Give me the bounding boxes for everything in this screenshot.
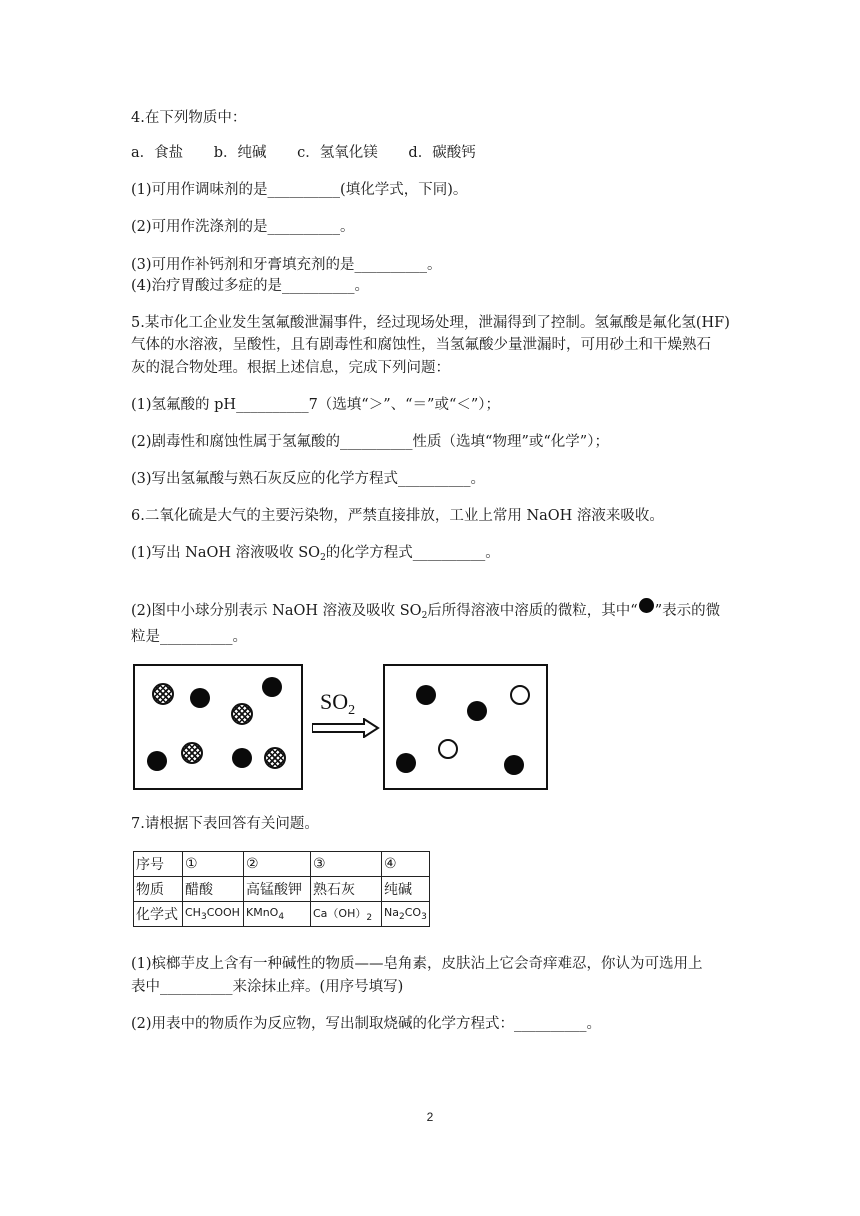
table-cell: 纯碱 — [382, 877, 430, 902]
q6-part-2-text-b: 后所得溶液中溶质的微粒，其中“ — [427, 603, 638, 619]
q6-part-1 — [131, 543, 500, 568]
table-cell: ① — [183, 852, 244, 877]
table-cell: ③ — [311, 852, 382, 877]
table-cell: 熟石灰 — [311, 877, 382, 902]
black-ball-icon — [147, 751, 167, 771]
arrow-label: $SO_2$ — [320, 689, 356, 718]
table-row — [134, 877, 430, 902]
page-number: 2 — [426, 1110, 434, 1124]
hatched-ball-icon — [152, 683, 174, 705]
black-ball-icon — [467, 701, 487, 721]
black-ball-icon — [416, 685, 436, 705]
q4-part-4: (4)治疗胃酸过多症的是__________。 — [131, 278, 370, 294]
reaction-arrow — [312, 690, 380, 740]
q6-part-1-text-b: 的化学方程式__________。 — [325, 545, 500, 561]
black-ball-icon — [396, 753, 416, 773]
q4-option-c: c．氢氧化镁 — [297, 145, 378, 161]
black-ball-icon — [504, 755, 524, 775]
q5-stem-line3: 灰的混合物处理。根据上述信息，完成下列问题： — [131, 360, 450, 376]
q5-stem-line1: 5.某市化工企业发生氢氟酸泄漏事件，经过现场处理，泄漏得到了控制。氢氟酸是氟化氢(HF) — [131, 315, 730, 331]
table-cell: 序号 — [134, 852, 183, 877]
table-cell: 物质 — [134, 877, 183, 902]
q4-part-2: (2)可用作洗涤剂的是__________。 — [131, 219, 355, 235]
black-ball-icon — [232, 748, 252, 768]
table-cell-formula: $Ca(OH)_2$ — [311, 902, 382, 927]
q6-part-2-sub: 2 — [421, 611, 428, 621]
double-arrow-icon — [312, 718, 380, 738]
q6-part-1-sub: 2 — [320, 553, 326, 563]
table-cell: 高锰酸钾 — [244, 877, 311, 902]
table-cell-formula: $Na_2CO_3$ — [382, 902, 430, 927]
q7-part-1-line2: 表中__________来涂抹止痒。(用序号填写) — [131, 979, 404, 995]
q7-stem: 7.请根据下表回答有关问题。 — [131, 816, 319, 832]
q6-part-2 — [131, 598, 720, 626]
q4-option-a: a．食盐 — [131, 145, 184, 161]
hatched-ball-icon — [264, 747, 286, 769]
table-cell: ② — [244, 852, 311, 877]
q5-part-1: (1)氢氟酸的 pH__________7（选填“＞”、“＝”或“＜”）； — [131, 397, 501, 413]
hatched-ball-icon — [231, 703, 253, 725]
q6-part-2-text-c: ”表示的微 — [654, 603, 721, 619]
q6-part-1-text-a: (1)写出 NaOH 溶液吸收 SO — [131, 545, 321, 561]
substance-table — [133, 851, 430, 927]
white-ball-icon — [510, 685, 530, 705]
table-cell-formula: $CH_3COOH$ — [183, 902, 244, 927]
q7-part-2: (2)用表中的物质作为反应物，写出制取烧碱的化学方程式：__________。 — [131, 1016, 602, 1032]
figure-naoh-solution-box — [133, 664, 303, 790]
q7-part-1-line1: (1)槟榔芋皮上含有一种碱性的物质——皂角素，皮肤沾上它会奇痒难忍，你认为可选用上 — [131, 956, 703, 972]
black-ball-icon — [639, 598, 654, 613]
table-cell: 醋酸 — [183, 877, 244, 902]
q4-option-b: b．纯碱 — [213, 145, 267, 161]
table-cell: 化学式 — [134, 902, 183, 927]
black-ball-icon — [262, 677, 282, 697]
q5-part-2: (2)剧毒性和腐蚀性属于氢氟酸的__________性质（选填“物理”或“化学”）； — [131, 434, 609, 450]
q5-stem-line2: 气体的水溶液，呈酸性，且有剧毒性和腐蚀性，当氢氟酸少量泄漏时，可用砂土和干燥熟石 — [131, 337, 711, 353]
q6-stem: 6.二氧化硫是大气的主要污染物，严禁直接排放，工业上常用 NaOH 溶液来吸收。 — [131, 508, 664, 524]
q4-options — [131, 143, 502, 163]
table-cell-formula: KMnO$_4$ — [244, 902, 311, 927]
q4-part-3: (3)可用作补钙剂和牙膏填充剂的是__________。 — [131, 257, 442, 273]
white-ball-icon — [438, 739, 458, 759]
table-cell: ④ — [382, 852, 430, 877]
table-row — [134, 852, 430, 877]
black-ball-icon — [190, 688, 210, 708]
q4-option-d: d．碳酸钙 — [408, 145, 476, 161]
q6-part-2-text-a: (2)图中小球分别表示 NaOH 溶液及吸收 SO — [131, 603, 422, 619]
q6-part-2-line2: 粒是__________。 — [131, 629, 247, 645]
table-row — [134, 902, 430, 927]
figure-product-solution-box — [383, 664, 548, 790]
q5-part-3: (3)写出氢氟酸与熟石灰反应的化学方程式__________。 — [131, 471, 486, 487]
q4-part-1: (1)可用作调味剂的是__________(填化学式，下同)。 — [131, 182, 468, 198]
q4-stem: 4.在下列物质中： — [131, 110, 247, 126]
hatched-ball-icon — [181, 742, 203, 764]
